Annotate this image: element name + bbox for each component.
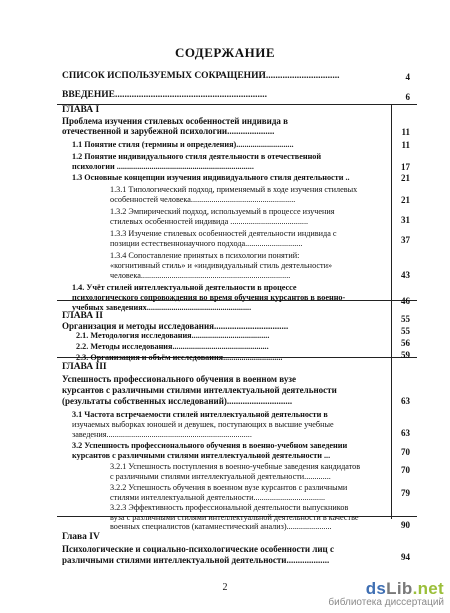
toc-entry: 1.3 Основные концепции изучения индивидуального стиля деятельности ..: [72, 173, 350, 182]
watermark-logo: [328, 579, 444, 608]
toc-page-number: 63: [401, 396, 410, 406]
toc-entry: (результаты собственных исследований).............................: [62, 397, 293, 406]
toc-entry: «когнитивный стиль» и «индивидуальный стиль деятельности»: [110, 261, 333, 270]
toc-entry: позиции естественнонаучного подхода............................: [110, 239, 303, 248]
toc-chapter-3: ГЛАВА III: [62, 362, 107, 372]
toc-page-number: 59: [401, 350, 410, 360]
toc-page-number: 11: [401, 140, 410, 150]
toc-entry: психологии ...................................................................: [72, 162, 254, 171]
toc-entry: вуза с различными стилями интеллектуальной деятельности в качестве: [110, 513, 359, 522]
toc-page-number: 46: [401, 296, 410, 306]
toc-page-number: 70: [401, 465, 410, 475]
watermark-subtitle: библиотека диссертаций: [328, 597, 444, 608]
page-number: 2: [222, 582, 228, 593]
toc-entry: Психологические и социально-психологические особенности лиц с: [62, 545, 334, 554]
toc-entry: учебных заведениях...................................................: [72, 303, 252, 312]
watermark-net: .net: [412, 579, 444, 598]
toc-entry: 3.2.1 Успешность поступления в военно-учебные заведения кандидатов: [110, 462, 361, 471]
toc-entry: 3.1 Частота встречаемости стилей интеллектуальной деятельности в: [72, 410, 328, 419]
toc-page-number: 55: [401, 326, 410, 336]
toc-page-number: 37: [401, 235, 410, 245]
toc-entry: с различными стилями интеллектуальной деятельности.............: [110, 472, 331, 481]
toc-entry: различными стилями интеллектуальной деятельности...................: [62, 556, 330, 565]
toc-page-number: 55: [401, 314, 410, 324]
toc-page-number: 11: [401, 127, 410, 137]
toc-entry: 3.2.3 Эффективность профессиональной деятельности выпускников: [110, 503, 349, 512]
toc-chapter-1: ГЛАВА I: [62, 105, 100, 115]
toc-entry: стилями интеллектуальной деятельности...................................: [110, 493, 326, 502]
toc-page-number: 17: [401, 162, 410, 172]
toc-page-number: 31: [401, 215, 410, 225]
toc-entry: Успешность профессионального обучения в военном вузе: [62, 375, 296, 384]
toc-entry: 1.3.2 Эмпирический подход, используемый в процессе изучения: [110, 207, 335, 216]
toc-page-number: 79: [401, 488, 410, 498]
toc-chapter-2: ГЛАВА II: [62, 311, 103, 321]
toc-entry: 3.2 Успешность профессионального обучения в военно-учебном заведении: [72, 441, 348, 450]
toc-entry: Проблема изучения стилевых особенностей индивида в: [62, 117, 289, 126]
toc-entry: 1.4. Учёт стилей интеллектуальной деятельности в процессе: [72, 283, 297, 292]
toc-entry: психологического сопровождения во время обучения курсантов в военно-: [72, 293, 346, 302]
toc-entry: курсантов с различными стилями интеллектуальной деятельности ...: [72, 451, 331, 460]
toc-page-number: 43: [401, 270, 410, 280]
watermark-ds: ds: [365, 579, 387, 598]
toc-page-number: 6: [405, 92, 410, 102]
toc-entry: человека.........................................................................: [110, 271, 291, 280]
page-title: СОДЕРЖАНИЕ: [174, 45, 276, 60]
toc-entry: 1.3.3 Изучение стилевых особенностей деятельности индивида с: [110, 229, 337, 238]
toc-entry: военных специалистов (катамнестический анализ)......................: [110, 522, 332, 531]
toc-entry: 3.2.2 Успешность обучения в военном вузе курсантов с различными: [110, 483, 348, 492]
toc-entry: 2.1. Методология исследования......................................: [76, 331, 270, 340]
toc-page-number: 94: [401, 552, 410, 562]
toc-page-number: 21: [401, 173, 410, 183]
toc-page-number: 4: [405, 72, 410, 82]
toc-entry: 2.3. Организация и объём исследования.............................: [76, 353, 283, 362]
toc-chapter-4: Глава IV: [62, 532, 100, 542]
toc-entry-abbr: СПИСОК ИСПОЛЬЗУЕМЫХ СОКРАЩЕНИЙ...............................: [62, 71, 340, 81]
watermark-lib: Lib: [386, 579, 413, 598]
toc-page-number: 63: [401, 428, 410, 438]
toc-entry: 1.1 Понятие стиля (термины и определения)............................: [72, 140, 294, 149]
toc-entry: заведения.......................................................................: [72, 430, 252, 439]
toc-entry: курсантов с различными стилями интеллектуальной деятельности: [62, 386, 337, 395]
toc-page-number: 70: [401, 447, 410, 457]
toc-entry: 1.2 Понятие индивидуального стиля деятельности в отечественной: [72, 152, 322, 161]
toc-entry: 2.2. Методы исследования...............................................: [76, 342, 269, 351]
toc-entry: 1.3.4 Сопоставление принятых в психологии понятий:: [110, 251, 300, 260]
toc-entry: отечественной и зарубежной психологии.....................: [62, 127, 275, 136]
toc-entry: Организация и методы исследования.................................: [62, 322, 289, 331]
toc-page-number: 90: [401, 520, 410, 530]
toc-entry-intro: ВВЕДЕНИЕ................................................................: [62, 90, 267, 100]
toc-page-number: 21: [401, 195, 410, 205]
toc-entry: 1.3.1 Типологический подход, применяемый в ходе изучения стилевых: [110, 185, 358, 194]
toc-entry: изучаемых выборках юношей и девушек, поступающих в высшие учебные: [72, 420, 334, 429]
toc-page-number: 56: [401, 338, 410, 348]
toc-entry: особенностей человека...................................................: [110, 195, 296, 204]
toc-entry: стилевых особенностей индивида ......................................: [110, 217, 309, 226]
